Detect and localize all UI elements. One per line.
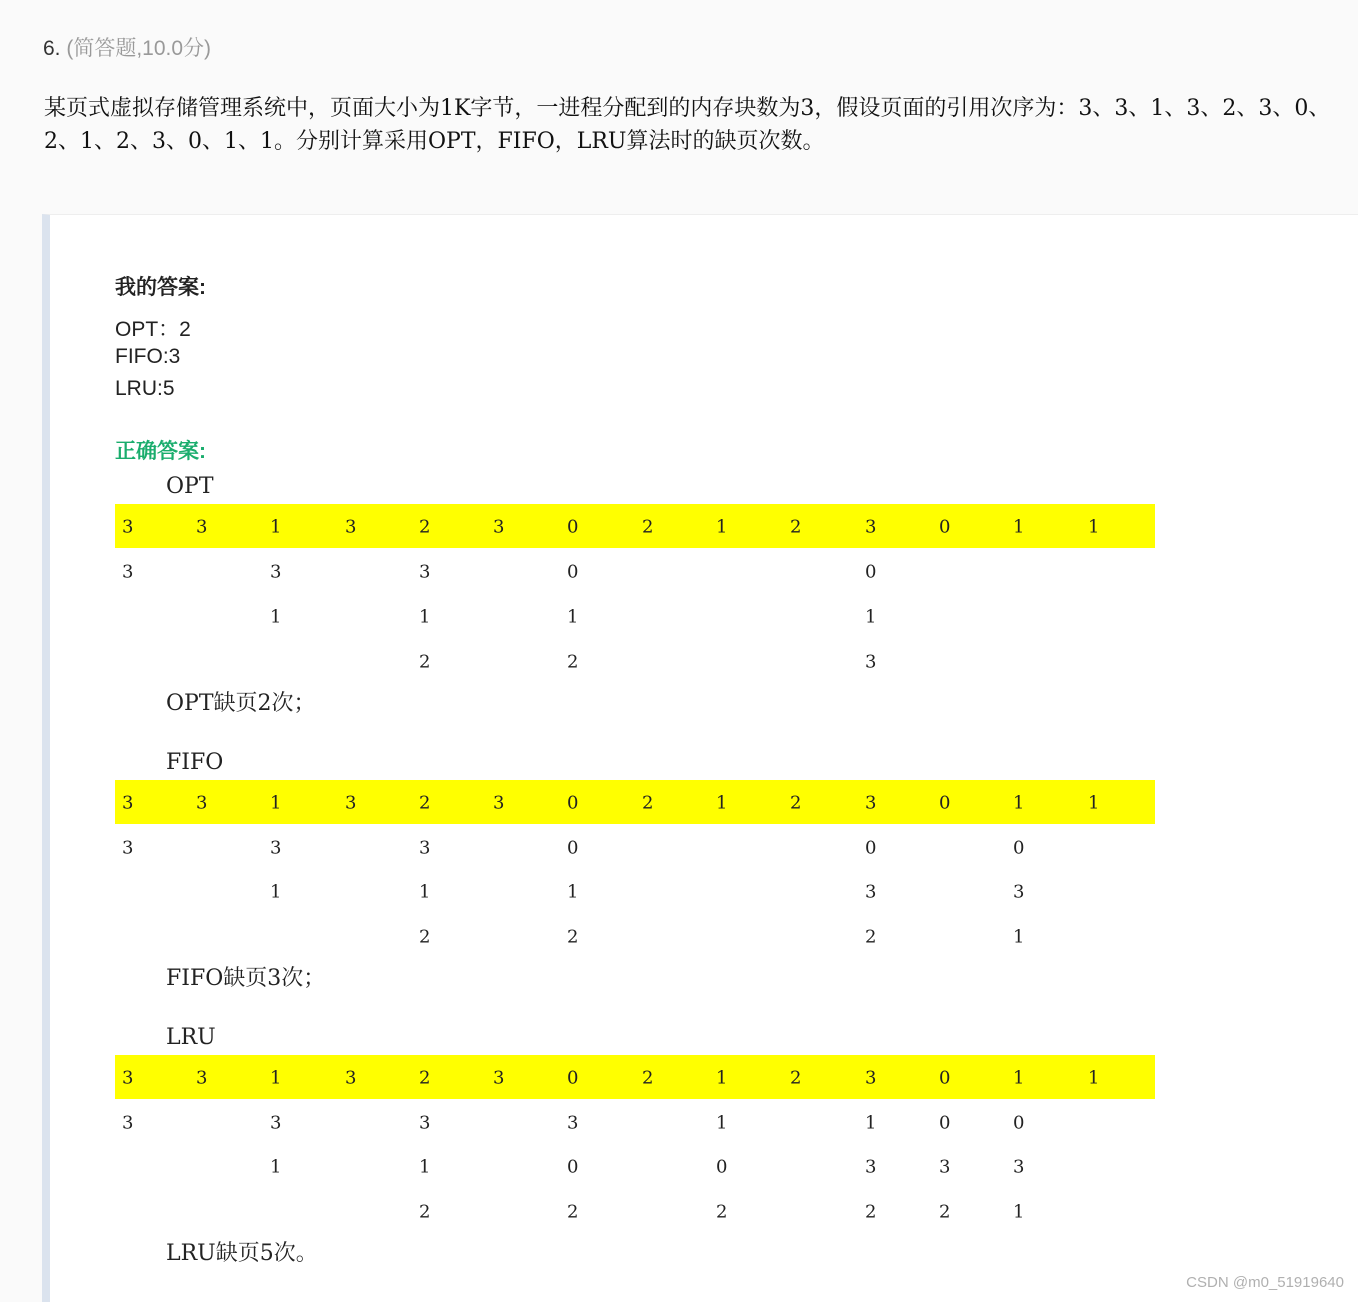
opt-ref-cell: 0 [567, 516, 579, 538]
opt-frame-cell: 2 [419, 651, 431, 673]
lru-frame-cell: 2 [567, 1201, 579, 1222]
lru-summary: LRU缺页5次。 [166, 1241, 318, 1266]
lru-ref-cell: 3 [196, 1067, 208, 1089]
opt-ref-cell: 1 [1088, 516, 1100, 538]
fifo-ref-cell: 1 [1013, 792, 1025, 814]
fifo-ref-cell: 2 [790, 792, 802, 814]
lru-frame-cell: 1 [419, 1156, 431, 1178]
opt-summary: OPT缺页2次； [166, 691, 316, 716]
opt-ref-cell: 3 [196, 516, 208, 538]
lru-frame-cell: 3 [567, 1112, 579, 1133]
opt-ref-cell: 2 [642, 516, 654, 538]
opt-frame-cell: 3 [865, 651, 877, 673]
lru-frame-cell: 3 [939, 1156, 951, 1178]
lru-ref-cell: 0 [939, 1067, 951, 1089]
lru-frame-cell: 0 [716, 1156, 728, 1178]
fifo-ref-cell: 1 [270, 792, 282, 814]
lru-frame-cell: 2 [716, 1201, 728, 1222]
lru-frame-cell: 3 [1013, 1156, 1025, 1178]
lru-ref-cell: 1 [1013, 1067, 1025, 1089]
lru-title: LRU [166, 1025, 216, 1050]
lru-frame-cell: 1 [1013, 1201, 1025, 1222]
my-answer-label: 我的答案: [115, 276, 206, 299]
fifo-ref-cell: 1 [1088, 792, 1100, 814]
fifo-frame-cell: 0 [865, 837, 877, 858]
lru-frame-cell: 3 [419, 1112, 431, 1133]
opt-ref-cell: 1 [716, 516, 728, 538]
opt-frame-cell: 1 [865, 606, 877, 628]
fifo-frame-cell: 2 [865, 926, 877, 947]
opt-title: OPT [166, 474, 214, 499]
fifo-frame-cell: 2 [567, 926, 579, 947]
opt-frame-cell: 3 [419, 561, 431, 583]
lru-frame-cell: 0 [567, 1156, 579, 1178]
fifo-frame-cell: 1 [419, 881, 431, 903]
opt-ref-cell: 2 [419, 516, 431, 538]
opt-frame-cell: 0 [865, 561, 877, 583]
opt-frame-cell: 2 [567, 651, 579, 673]
lru-ref-cell: 3 [865, 1067, 877, 1089]
lru-frame-cell: 3 [865, 1156, 877, 1178]
lru-frame-cell: 1 [270, 1156, 282, 1178]
my-answer-line-fifo: FIFO:3 [115, 345, 181, 368]
opt-ref-cell: 0 [939, 516, 951, 538]
lru-ref-cell: 0 [567, 1067, 579, 1089]
lru-ref-cell: 1 [716, 1067, 728, 1089]
opt-frame-cell: 1 [567, 606, 579, 628]
opt-frame-cell: 1 [270, 606, 282, 628]
fifo-ref-cell: 2 [419, 792, 431, 814]
lru-ref-cell: 2 [790, 1067, 802, 1089]
fifo-frame-cell: 0 [567, 837, 579, 858]
question-number: 6. [43, 37, 61, 60]
opt-frame-cell: 0 [567, 561, 579, 583]
fifo-ref-cell: 3 [865, 792, 877, 814]
fifo-summary: FIFO缺页3次； [166, 966, 326, 991]
lru-frame-cell: 1 [865, 1112, 877, 1133]
opt-frame-cell: 3 [122, 561, 134, 583]
fifo-frame-cell: 3 [419, 837, 431, 858]
lru-frame-cell: 2 [419, 1201, 431, 1222]
lru-ref-cell: 3 [122, 1067, 134, 1089]
answer-box [42, 214, 1358, 1302]
fifo-frame-cell: 2 [419, 926, 431, 947]
lru-frame-cell: 1 [716, 1112, 728, 1133]
opt-ref-cell: 3 [122, 516, 134, 538]
my-answer-line-opt: OPT：2 [115, 318, 191, 341]
lru-ref-cell: 3 [345, 1067, 357, 1089]
opt-ref-cell: 1 [270, 516, 282, 538]
fifo-ref-cell: 1 [716, 792, 728, 814]
question-header [43, 32, 211, 62]
fifo-frame-cell: 1 [1013, 926, 1025, 947]
lru-frame-cell: 2 [865, 1201, 877, 1222]
correct-answer-label: 正确答案: [115, 440, 206, 463]
fifo-frame-cell: 0 [1013, 837, 1025, 858]
opt-ref-cell: 1 [1013, 516, 1025, 538]
lru-frame-cell: 0 [1013, 1112, 1025, 1133]
lru-frame-cell: 3 [122, 1112, 134, 1133]
fifo-frame-cell: 3 [122, 837, 134, 858]
lru-ref-cell: 1 [1088, 1067, 1100, 1089]
lru-ref-cell: 1 [270, 1067, 282, 1089]
opt-ref-cell: 2 [790, 516, 802, 538]
fifo-ref-cell: 3 [122, 792, 134, 814]
opt-frame-cell: 3 [270, 561, 282, 583]
opt-ref-cell: 3 [865, 516, 877, 538]
fifo-frame-cell: 3 [865, 881, 877, 903]
lru-frame-cell: 0 [939, 1112, 951, 1133]
fifo-ref-cell: 0 [939, 792, 951, 814]
my-answer-line-lru: LRU:5 [115, 377, 175, 400]
fifo-ref-cell: 3 [345, 792, 357, 814]
question-type: (简答题,10.0分) [66, 37, 212, 60]
lru-frame-cell: 2 [939, 1201, 951, 1222]
fifo-title: FIFO [166, 750, 224, 775]
fifo-frame-cell: 1 [270, 881, 282, 903]
fifo-ref-cell: 3 [196, 792, 208, 814]
lru-ref-cell: 3 [493, 1067, 505, 1089]
opt-ref-cell: 3 [345, 516, 357, 538]
fifo-ref-cell: 2 [642, 792, 654, 814]
fifo-frame-cell: 3 [270, 837, 282, 858]
lru-frame-cell: 3 [270, 1112, 282, 1133]
question-text: 某页式虚拟存储管理系统中，页面大小为1K字节，一进程分配到的内存块数为3，假设页面的引用次序为：3、3、1、3、2、3、0、2、1、2、3、0、1、1。分别计算采用OPT，FIFO，LRU算法时的缺页次数。 [44, 96, 1331, 154]
fifo-ref-cell: 3 [493, 792, 505, 814]
opt-frame-cell: 1 [419, 606, 431, 628]
fifo-frame-cell: 3 [1013, 881, 1025, 903]
opt-ref-cell: 3 [493, 516, 505, 538]
fifo-frame-cell: 1 [567, 881, 579, 903]
fifo-ref-cell: 0 [567, 792, 579, 814]
lru-ref-cell: 2 [642, 1067, 654, 1089]
lru-ref-cell: 2 [419, 1067, 431, 1089]
watermark: CSDN @m0_51919640 [1186, 1274, 1344, 1291]
